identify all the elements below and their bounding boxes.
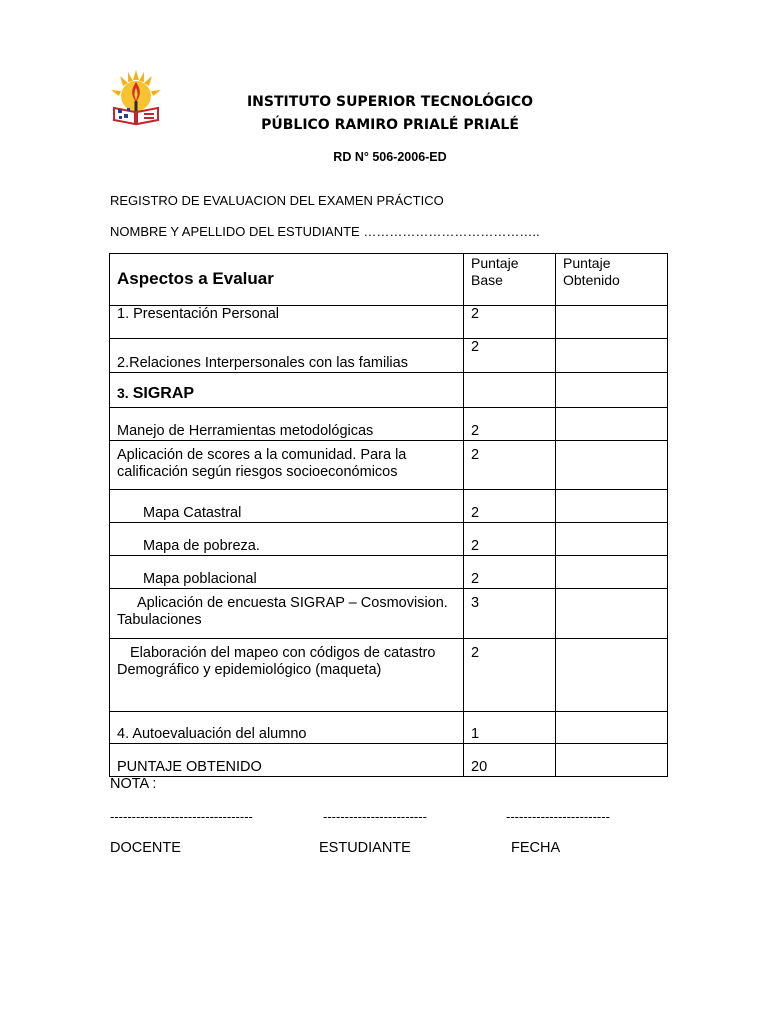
row-obtained[interactable] — [556, 639, 668, 712]
row-base: 3 — [464, 589, 556, 639]
resolution-number: RD N° 506-2006-ED — [333, 150, 447, 164]
table-row-section — [110, 373, 668, 408]
book-right — [137, 108, 158, 124]
total-base: 20 — [464, 744, 556, 777]
row-aspect: 2.Relaciones Interpersonales con las familias — [110, 339, 464, 373]
table-row — [110, 589, 668, 639]
header-aspect: Aspectos a Evaluar — [110, 254, 464, 306]
row-base: 2 — [464, 408, 556, 441]
institute-name-line2: PÚBLICO RAMIRO PRIALÉ PRIALÉ — [261, 117, 519, 133]
total-label: PUNTAJE OBTENIDO — [110, 744, 464, 777]
total-obtained[interactable] — [556, 744, 668, 777]
row-base: 2 — [464, 639, 556, 712]
row-aspect: Mapa de pobreza. — [110, 523, 464, 556]
table-row — [110, 408, 668, 441]
row-base: 2 — [464, 523, 556, 556]
section-number: 3. — [117, 385, 129, 401]
row-obtained[interactable] — [556, 712, 668, 744]
table-row — [110, 712, 668, 744]
row-base: 2 — [464, 339, 556, 373]
row-obtained[interactable] — [556, 589, 668, 639]
signature-label-docente: DOCENTE — [110, 840, 181, 856]
table-header-row — [110, 254, 668, 306]
row-base: 2 — [464, 306, 556, 339]
section-name: SIGRAP — [132, 385, 195, 402]
section-title — [110, 373, 464, 408]
row-aspect: Manejo de Herramientas metodológicas — [110, 408, 464, 441]
row-aspect: Mapa poblacional — [110, 556, 464, 589]
table-row-total — [110, 744, 668, 777]
signature-line-fecha: ------------------------ — [506, 809, 610, 824]
row-obtained[interactable] — [556, 556, 668, 589]
nota-label: NOTA : — [110, 776, 157, 792]
row-obtained[interactable] — [556, 339, 668, 373]
table-row — [110, 339, 668, 373]
form-title: REGISTRO DE EVALUACION DEL EXAMEN PRÁCTICO — [110, 193, 444, 208]
table-row — [110, 523, 668, 556]
row-obtained[interactable] — [556, 373, 668, 408]
institute-logo — [108, 68, 164, 126]
row-base: 2 — [464, 556, 556, 589]
row-base — [464, 373, 556, 408]
header-obtained: Puntaje Obtenido — [556, 254, 668, 306]
signature-line-docente: --------------------------------- — [110, 809, 253, 824]
row-base: 1 — [464, 712, 556, 744]
student-name-field[interactable]: NOMBRE Y APELLIDO DEL ESTUDIANTE ………………………………….. — [110, 224, 540, 239]
table-row — [110, 556, 668, 589]
row-obtained[interactable] — [556, 441, 668, 490]
signature-line-estudiante: ------------------------ — [323, 809, 427, 824]
evaluation-table — [109, 253, 668, 777]
row-aspect: Aplicación de scores a la comunidad. Para la calificación según riesgos socioeconómicos — [110, 441, 464, 490]
row-base: 2 — [464, 490, 556, 523]
signature-label-estudiante: ESTUDIANTE — [319, 840, 411, 856]
row-aspect: Aplicación de encuesta SIGRAP – Cosmovision. Tabulaciones — [110, 589, 464, 639]
row-obtained[interactable] — [556, 523, 668, 556]
row-obtained[interactable] — [556, 490, 668, 523]
row-aspect: 1. Presentación Personal — [110, 306, 464, 339]
row-obtained[interactable] — [556, 408, 668, 441]
table-row — [110, 306, 668, 339]
row-aspect: 4. Autoevaluación del alumno — [110, 712, 464, 744]
header-base: Puntaje Base — [464, 254, 556, 306]
table-row — [110, 490, 668, 523]
row-obtained[interactable] — [556, 306, 668, 339]
table-row — [110, 639, 668, 712]
row-aspect: Elaboración del mapeo con códigos de catastro Demográfico y epidemiológico (maqueta) — [110, 639, 464, 712]
row-base: 2 — [464, 441, 556, 490]
signature-label-fecha: FECHA — [511, 840, 561, 856]
institute-name-line1: INSTITUTO SUPERIOR TECNOLÓGICO — [246, 94, 534, 110]
row-aspect: Mapa Catastral — [110, 490, 464, 523]
table-row — [110, 441, 668, 490]
